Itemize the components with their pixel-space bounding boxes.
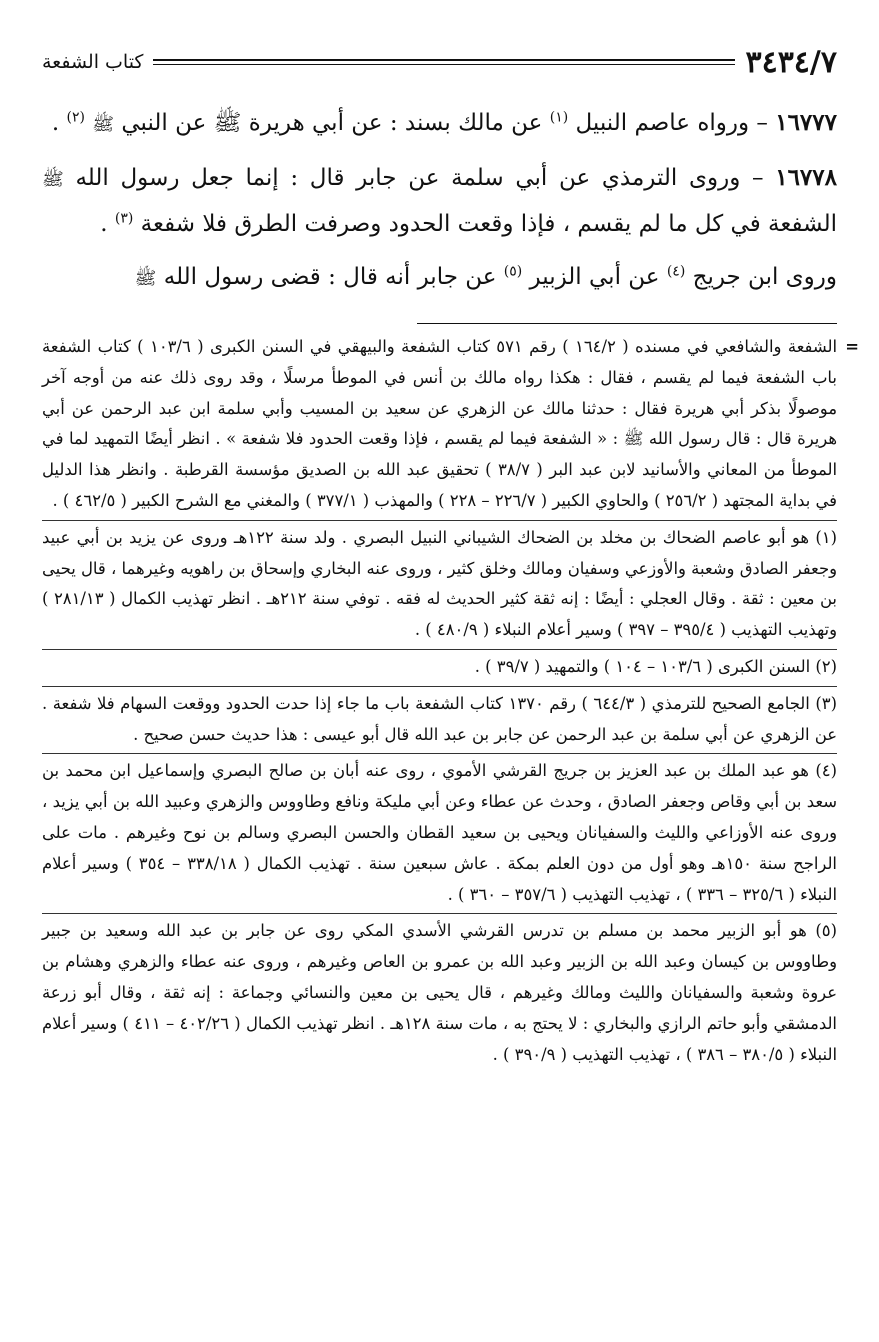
narration-text: عن جابر أنه قال : قضى رسول الله [156,264,504,290]
footnote-2: (٢) السنن الكبرى ( ١٠٣/٦ – ١٠٤ ) والتمهيد ( ٣٩/٧ ) . [42,649,837,683]
footnote-5: (٥) هو أبو الزبير محمد بن مسلم بن تدرس القرشي الأسدي المكي روى عن جابر بن عبد الله وسعيد بن جبير وطاووس بن كيسان وعبد الله بن الزبير وعبد الله بن عمرو بن العاص وغيرهم ، وروى عنه عطاء والزهري وهشام بن عروة وشعبة والسفيانان والليث ومالك وغيرهم ، قال يحيى بن معين والنسائي وجماعة : إنه ثقة ، وقال أبو زرعة الدمشقي وأبو حاتم الرازي والبخاري : لا يحتج به ، مات سنة ١٢٨هـ . انظر تهذيب الكمال ( ٤٠٢/٢٦ – ٤١١ ) وسير أعلام النبلاء ( ٣٨٠/٥ – ٣٨٦ ) ، تهذيب التهذيب ( ٣٩٠/٩ ) . [42,913,837,1070]
narration-text: عن أبي الزبير [522,264,667,290]
salutation-glyph: ﷺ [134,268,157,289]
narration-text: وروى ابن جريج [685,264,837,290]
footnote-continuation [42,332,859,517]
main-text [42,100,837,301]
footnote-ref: (٥) [503,263,523,280]
continuation-marker: = [845,337,859,356]
salutation-glyph: ﷺ [42,169,64,190]
footnote-ref: (٣) [114,210,134,227]
footnote-ref: (١) [549,109,569,126]
narration-paragraph [42,255,837,301]
footnote-text: الشفعة والشافعي في مسنده ( ١٦٤/٢ ) رقم ٥٧١ كتاب الشفعة والبيهقي في السنن الكبرى ( ١٠٣/٦ ) كتاب الشفعة باب الشفعة فيما لم يقسم ، فقال : هكذا رواه مالك بن أنس في الموطأ مرسلًا ، وقد روى ذلك عنه من أوجه آخر موصولًا بذكر أبي هريرة فقال : حدثنا مالك عن الزهري عن سعيد بن المسيب وأبي سلمة ابن عبد الرحمن عن أبي هريرة قال : قال رسول الله ﷺ : « الشفعة فيما لم يقسم ، فإذا وقعت الحدود فلا شفعة » . انظر أيضًا التمهيد لما في الموطأ من المعاني والأسانيد لابن عبد البر ( ٣٨/٧ ) تحقيق عبد الله بن الصديق مؤسسة القرطبة . وانظر هذا الدليل في بداية المجتهد ( ٢٥٦/٢ ) والحاوي الكبير ( ٢٢٦/٧ – ٢٢٨ ) والمهذب ( ٣٧٧/١ ) والمغني مع الشرح الكبير ( ٤٦٢/٥ ) . [42,337,838,510]
hadith-number: ١٦٧٧٧ [775,109,837,136]
footnote-ref: (٤) [666,263,686,280]
footnote-1: (١) هو أبو عاصم الضحاك بن مخلد بن الضحاك الشيباني النبيل البصري . ولد سنة ١٢٢هـ وروى عن يزيد بن أبي عبيد وجعفر الصادق وشعبة والأوزعي وسفيان ومالك وخلق كثير ، وروى عنه البخاري وإسحاق بن راهويه وغيرهما ، قال يحيى بن معين : ثقة . وقال العجلي : أيضًا : إنه ثقة كثير الحديث له فقه . توفي سنة ٢١٢هـ . انظر تهذيب الكمال ( ٢٨١/١٣ ) وتهذيب التهذيب ( ٣٩٥/٤ – ٣٩٧ ) وسير أعلام النبلاء ( ٤٨٠/٩ ) . [42,520,837,646]
hadith-text: الشفعة في كل ما لم يقسم ، فإذا وقعت الحدود وصرفت الطرق فلا شفعة [133,211,837,237]
hadith-text: – ورواه عاصم النبيل [568,110,776,136]
hadith-text: . [100,211,115,237]
page-header [42,40,837,84]
hadith-text: . [51,110,67,136]
hadith-text: – وروى الترمذي عن أبي سلمة عن جابر قال : إنما جعل رسول الله [63,165,776,191]
hadith-16777 [42,100,837,147]
hadith-number: ١٦٧٧٨ [775,164,837,191]
book-title: كتاب الشفعة [42,51,144,73]
hadith-text: عن مالك بسند : عن أبي هريرة ﷺ عن النبي [114,110,550,136]
footnotes-section [42,332,859,1070]
footnote-4: (٤) هو عبد الملك بن عبد العزيز بن جريج القرشي الأموي ، روى عنه أبان بن صالح البصري وإسماعيل ابن محمد بن سعد بن أبي وقاص وجعفر الصادق ، وحدث عن عطاء وعن أبي مليكة ونافع وطاووس والزهري وعبيد الله بن أبي يزيد ، وروى عنه الأوزاعي والليث والسفيانان ويحيى بن سعيد القطان والحسن البصري وسالم بن نوح وغيرهم . مات على الراجح سنة ١٥٠هـ وهو أول من دون العلم بمكة . عاش سبعين سنة . تهذيب الكمال ( ٣٣٨/١٨ – ٣٥٤ ) وسير أعلام النبلاء ( ٣٢٥/٦ – ٣٣٦ ) ، تهذيب التهذيب ( ٣٥٧/٦ – ٣٦٠ ) . [42,753,837,910]
salutation-glyph: ﷺ [92,114,115,135]
footnote-3: (٣) الجامع الصحيح للترمذي ( ٦٤٤/٣ ) رقم ١٣٧٠ كتاب الشفعة باب ما جاء إذا حدت الحدود ووقعت السهام فلا شفعة . عن الزهري عن أبي سلمة بن عبد الرحمن عن جابر بن عبد الله قال أبو عيسى : هذا حديث حسن صحيح . [42,686,837,751]
footnote-ref: (٢) [66,109,85,126]
header-rule [153,59,735,65]
page-number: ٣٤٣٤/٧ [745,44,837,80]
footnote-separator [417,323,837,324]
hadith-16778 [42,155,837,247]
